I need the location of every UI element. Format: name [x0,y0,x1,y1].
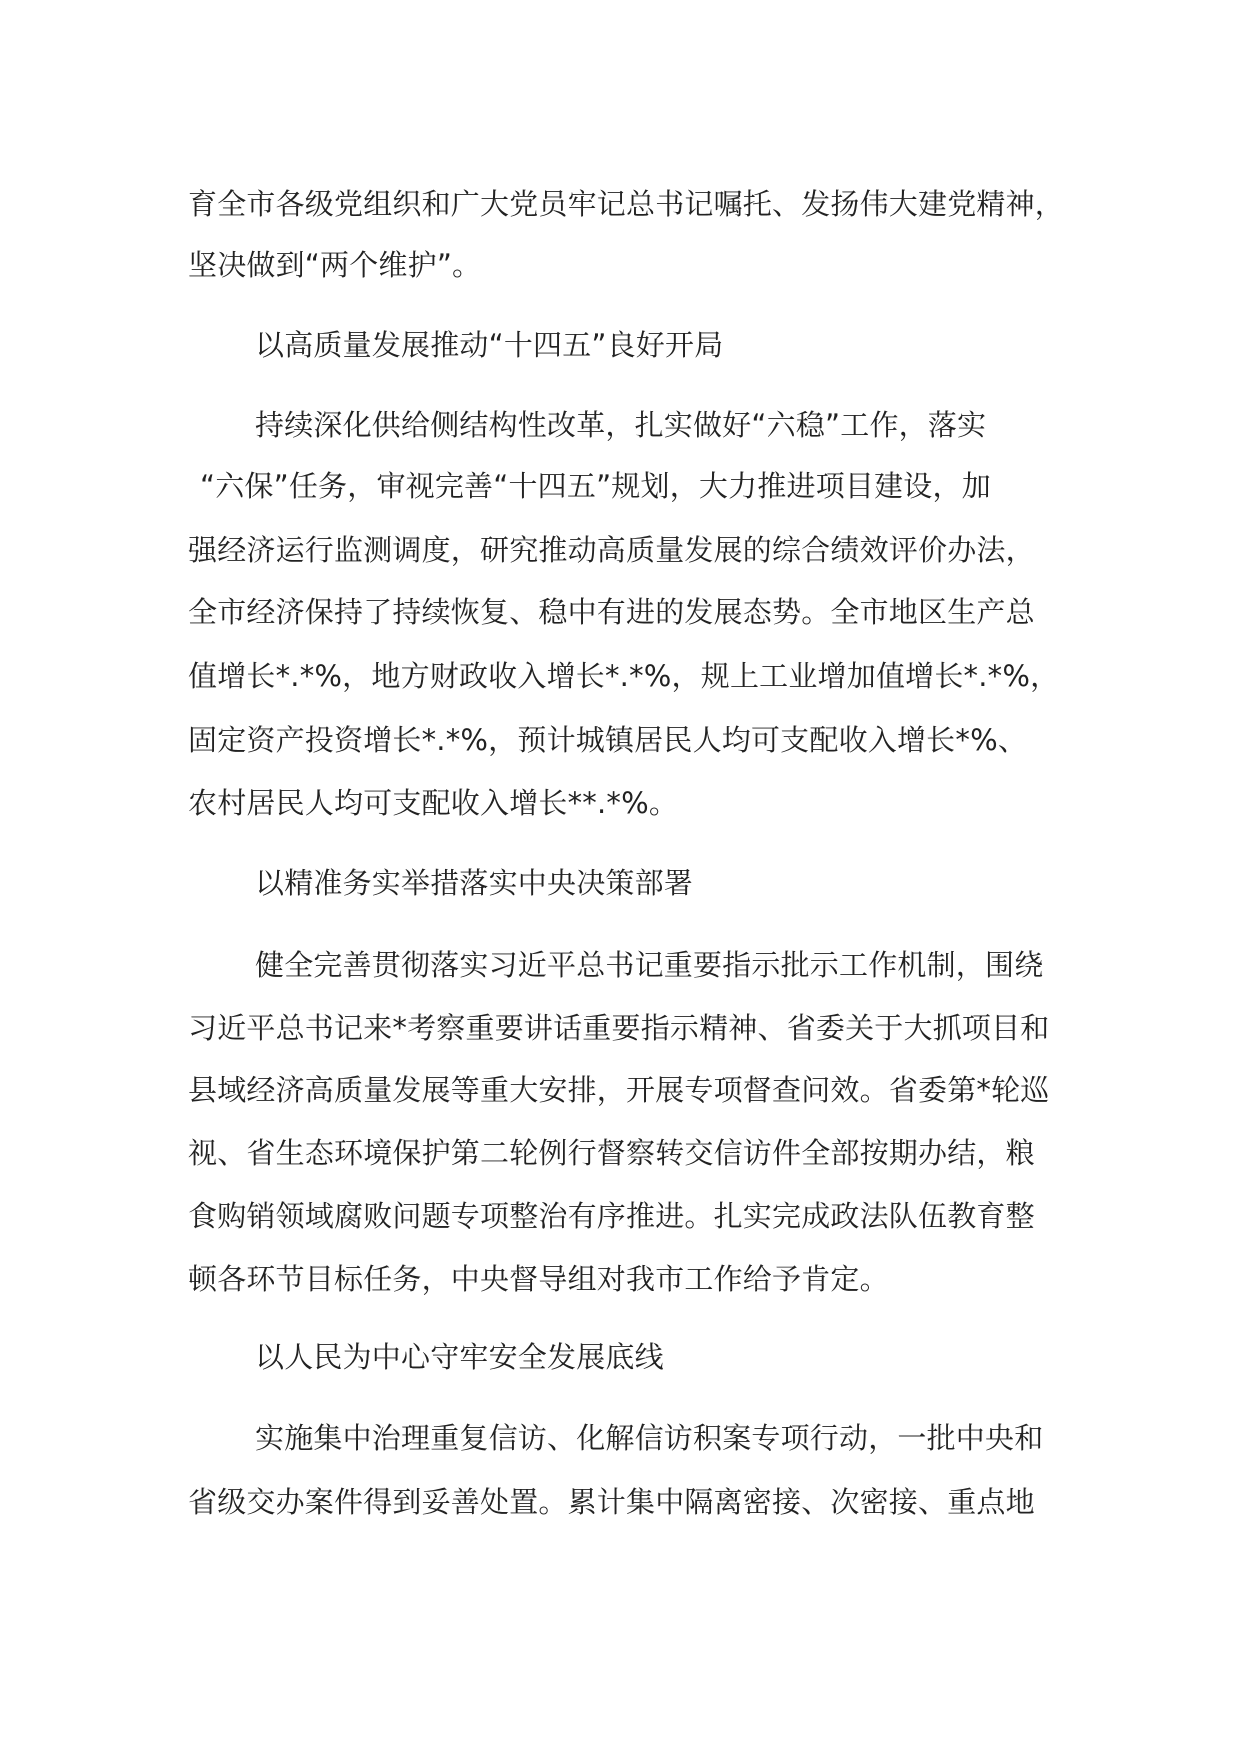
body-text-line: 持续深化供给侧结构性改革，扎实做好“六稳”工作，落实 [255,408,987,442]
section-heading: 以高质量发展推动“十四五”良好开局 [255,328,724,362]
body-text-line: 食购销领域腐败问题专项整治有序推进。扎实完成政法队伍教育整 [188,1199,1035,1233]
body-text-line: 健全完善贯彻落实习近平总书记重要指示批示工作机制，围绕 [255,948,1044,982]
body-text-line: 实施集中治理重复信访、化解信访积案专项行动，一批中央和 [255,1421,1044,1455]
body-text-line: 县域经济高质量发展等重大安排，开展专项督查问效。省委第*轮巡 [188,1073,1050,1107]
body-text-line: 省级交办案件得到妥善处置。累计集中隔离密接、次密接、重点地 [188,1485,1035,1519]
section-heading: 以精准务实举措落实中央决策部署 [255,866,694,900]
body-text-line: 习近平总书记来*考察重要讲话重要指示精神、省委关于大抓项目和 [188,1011,1050,1045]
body-text-line: 坚决做到“两个维护”。 [188,248,482,282]
body-text-line: “六保”任务，审视完善“十四五”规划，大力推进项目建设，加 [200,469,991,503]
body-text-line: 育全市各级党组织和广大党员牢记总书记嘱托、发扬伟大建党精神， [188,187,1065,221]
body-text-line: 固定资产投资增长*.*%，预计城镇居民人均可支配收入增长*%、 [188,723,1028,757]
body-text-line: 顿各环节目标任务，中央督导组对我市工作给予肯定。 [188,1262,889,1296]
body-text-line: 全市经济保持了持续恢复、稳中有进的发展态势。全市地区生产总 [188,595,1035,629]
body-text-line: 农村居民人均可支配收入增长**.*%。 [188,786,679,820]
body-text-line: 强经济运行监测调度，研究推动高质量发展的综合绩效评价办法， [188,533,1035,567]
body-text-line: 视、省生态环境保护第二轮例行督察转交信访件全部按期办结，粮 [188,1136,1035,1170]
section-heading: 以人民为中心守牢安全发展底线 [255,1340,664,1374]
body-text-line: 值增长*.*%，地方财政收入增长*.*%，规上工业增加值增长*.*%， [188,659,1060,693]
